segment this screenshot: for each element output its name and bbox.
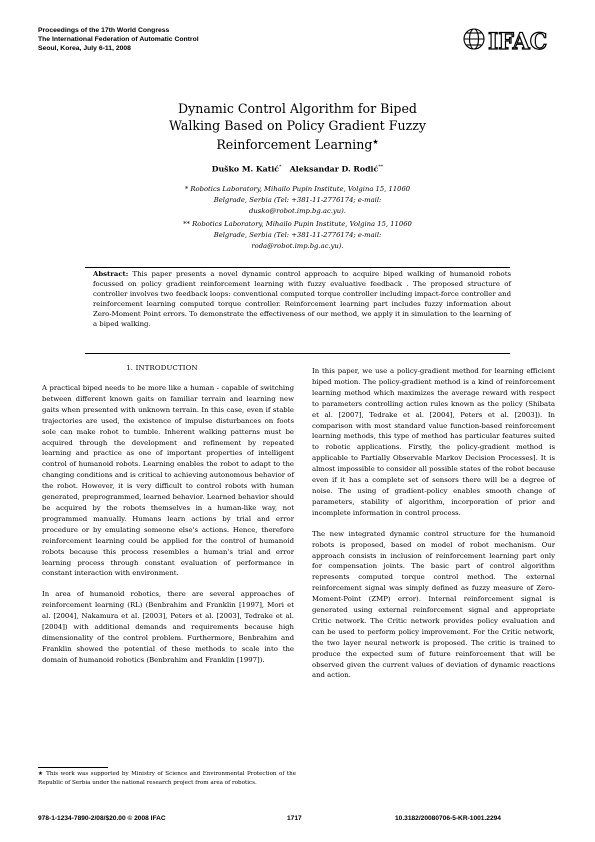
header-line-1: Proceedings of the 17th World Congress	[38, 27, 170, 34]
proceedings-header	[38, 26, 199, 53]
footnote-rule	[38, 767, 108, 768]
paper-title	[90, 101, 505, 154]
footnote-text: This work was supported by Ministry of Science and Environmental Protection of the Republic of Serbia under the national research project from area of robotics.	[38, 771, 297, 786]
footnote	[38, 770, 296, 787]
author-1-mark: *	[279, 164, 282, 170]
title-star-icon: ★	[372, 138, 379, 146]
title-line-1: Dynamic Control Algorithm for Biped	[178, 101, 417, 116]
affiliation-2-line-2: Belgrade, Serbia (Tel: +381-11-2776174; e-mail:	[213, 231, 382, 239]
abstract	[93, 269, 511, 329]
affiliation-2-line-3: roda@robot.imp.bg.ac.yu).	[251, 242, 344, 250]
paragraph: A practical biped needs to be more like a human - capable of switching between different known gaits on familiar terrain and learning new gaits when presented with unknown terrain. In this case, even if stable trajectories are used, the existence of impulse disturbances on foots sole can make robot to tumble. Inherent walking patterns must be acquired through the development and refinement by repeated learning and practice as one of important properties of intelligent control of humanoid robots. Learning enables the robot to adapt to the changing conditions and is critical to achieving autonomous behavior of the robot. However, it is very difficult to control robots with human generated, preprogrammed, learned behavior. Learned behavior should be acquired by the robots themselves in a human-like way, not programmed manually. Humans learn actions by trial and error procedure or by emulating someone else's actions. Hence, therefore reinforcement learning could be applied for the control of humanoid robots because this process resembles a human's trial and error learning process through constant evaluation of performance in constant interaction with environment.	[42, 384, 294, 578]
affiliation-1	[145, 184, 450, 217]
footer-doi: 10.3182/20080706-5-KR-1001.2294	[395, 815, 501, 822]
footer-page-number: 1717	[287, 815, 302, 822]
author-2: Aleksandar D. Rodić	[289, 164, 379, 174]
paragraph: The new integrated dynamic control structure for the humanoid robots is proposed, based on model of robot mechanism. Our approach consists in inclusion of reinforcement learning part only for compensation joints. The basic part of control algorithm represents computed torque control method. The external reinforcement signal was simply defined as fuzzy measure of Zero-Moment-Point (ZMP) error). Internal reinforcement signal is generated using external reinforcement signal and appropriate Critic network. The Critic network provides policy evaluation and can be used to perform policy improvement. For the Critic network, the two layer neural network is proposed. The critic is trained to produce the expected sum of future reinforcement that will be observed given the current values of deviation of dynamic reactions and action.	[312, 529, 555, 680]
footnote-star-icon: ★	[38, 771, 44, 777]
affiliation-2	[145, 219, 450, 252]
affiliation-1-line-3: dusko@robot.imp.bg.ac.yu).	[249, 207, 346, 215]
footer-isbn: 978-1-1234-7890-2/08/$20.00 © 2008 IFAC	[38, 815, 166, 822]
affiliation-1-line-1: * Robotics Laboratory, Mihailo Pupin Institute, Volgina 15, 11060	[184, 185, 411, 193]
right-column	[312, 366, 555, 691]
section-heading-introduction: 1. INTRODUCTION	[126, 364, 198, 372]
left-column	[42, 383, 294, 676]
author-1: Duško M. Katić	[211, 164, 280, 174]
abstract-text: This paper presents a novel dynamic control approach to acquire biped walking of humanoid robots focussed on policy gradient reinforcement learning with fuzzy evaluative feedback . The proposed structure of controller involves two feedback loops: conventional computed torque controller including impact-force controller and reinforcement learning computed torque controller. Reinforcement learning part includes fuzzy information about Zero-Moment Point errors. To demonstrate the effectiveness of our method, we apply it in simulation to the learning of a biped walking.	[93, 270, 511, 328]
title-line-2: Walking Based on Policy Gradient Fuzzy	[169, 117, 426, 133]
author-list	[90, 164, 505, 174]
logo-globe-icon	[464, 29, 484, 49]
affiliation-1-line-2: Belgrade, Serbia (Tel: +381-11-2776174; e-mail:	[213, 196, 382, 204]
header-line-3: Seoul, Korea, July 6-11, 2008	[38, 45, 131, 52]
logo-text: IFAC	[488, 29, 548, 55]
author-2-mark: **	[378, 164, 384, 170]
header-line-2: The International Federation of Automatic Control	[38, 36, 199, 43]
paragraph: In area of humanoid robotics, there are several approaches of reinforcement learning (RL) (Benbrahim and Franklin [1997], Mori et al. [2004], Nakamura et al. [2003], Peters et al. [2003], Tedrake et al. [2004]) with additional demands and requirements because high dimensionality of the control problem. Furthermore, Benbrahim and Franklin showed the potential of these methods to scale into the domain of humanoid robotics (Benbrahim and Franklin [1997]).	[42, 590, 294, 664]
paragraph: In this paper, we use a policy-gradient method for learning efficient biped motion. The policy-gradient method is a kind of reinforcement learning method which maximizes the average reward with respect to parameters controlling action rules known as the policy (Shibata et al. [2007], Tedrake et al. [2004], Peters et al. [2003]). In comparison with most standard value function-based reinforcement learning methods, this type of method has particular features suited to robotic applications. Firstly, the policy-gradient method is applicable to Partially Observable Markov Decision Processes]. It is almost impossible to consider all possible states of the robot because even if it has a complete set of sensors there will be a degree of noise. The using of gradient-policy enables smooth change of parameters, stability of algorithm, incorporation of prior and incomplete information in control process.	[312, 367, 555, 517]
affiliation-2-line-1: ** Robotics Laboratory, Mihailo Pupin Institute, Volgina 15, 11060	[183, 220, 412, 228]
ifac-logo	[462, 22, 558, 56]
abstract-label: Abstract:	[93, 270, 129, 278]
title-line-3: Reinforcement Learning	[216, 137, 373, 153]
